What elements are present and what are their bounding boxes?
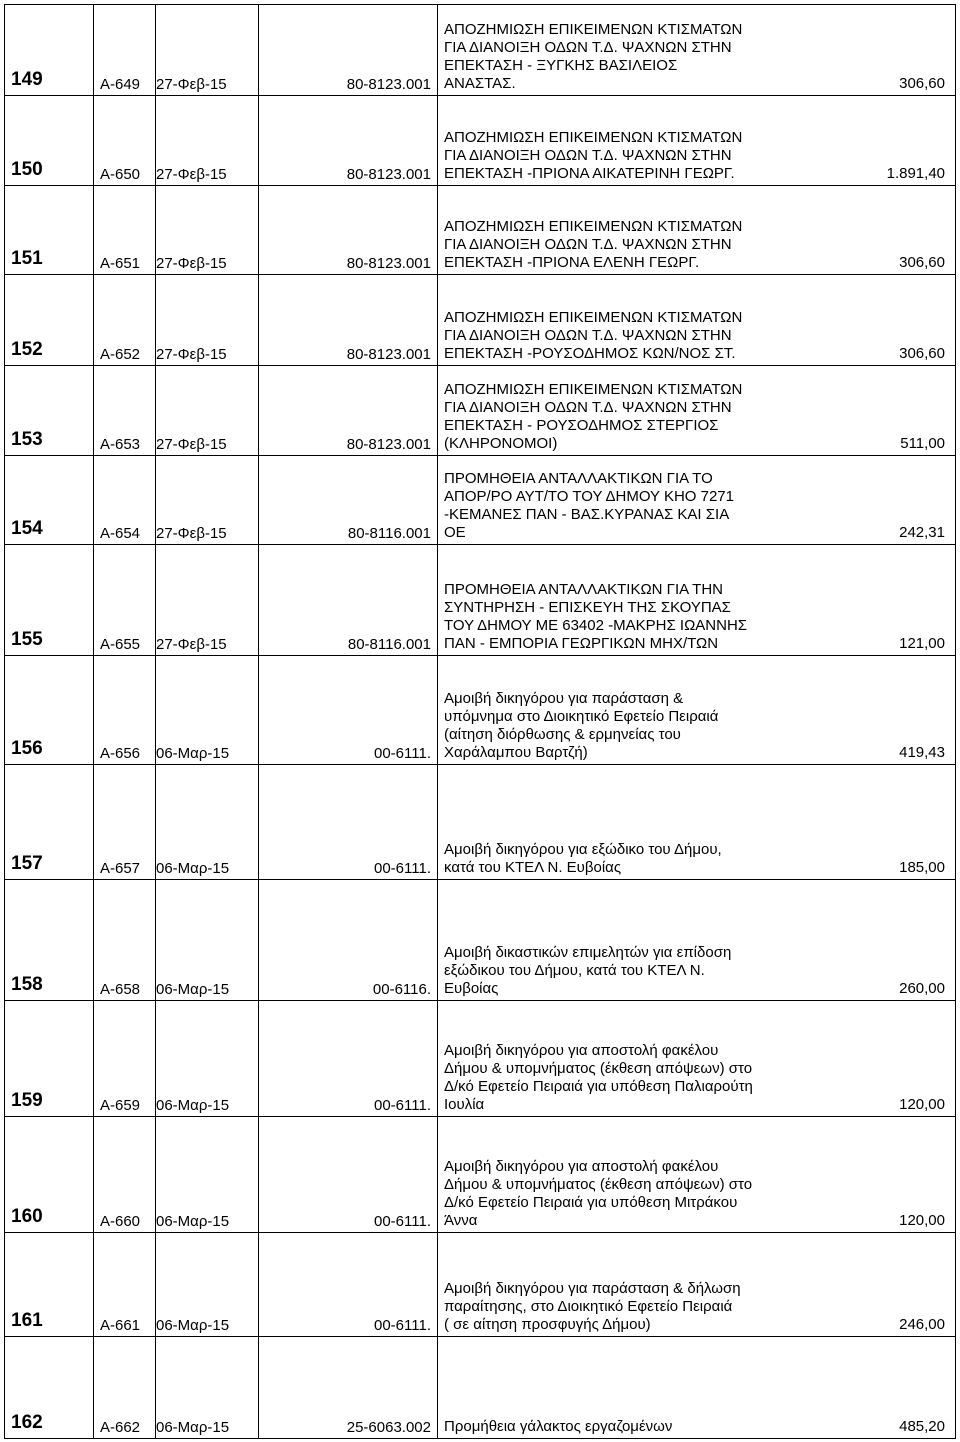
description-cell [438, 880, 956, 1001]
budget-code: 80-8116.001 [259, 545, 438, 656]
budget-code: 80-8123.001 [259, 96, 438, 186]
description-cell [438, 456, 956, 545]
table-row [5, 656, 956, 765]
table-row [5, 1001, 956, 1117]
description: ΑΠΟΖΗΜΙΩΣΗ ΕΠΙΚΕΙΜΕΝΩΝ ΚΤΙΣΜΑΤΩΝ ΓΙΑ ΔΙΑΝΟΙΞΗ ΟΔΩΝ Τ.Δ. ΨΑΧΝΩΝ ΣΤΗΝ ΕΠΕΚΤΑΣΗ -ΠΡΙΟΝΑ ΕΛΕΝΗ ΓΕΩΡΓ. [444, 218, 743, 271]
description-cell [438, 1233, 956, 1337]
table-row [5, 96, 956, 186]
document-number: Α-649 [94, 5, 156, 96]
budget-code: 00-6111. [259, 1001, 438, 1117]
row-number: 149 [5, 5, 94, 96]
document-number: Α-654 [94, 456, 156, 545]
document-date: 06-Μαρ-15 [156, 765, 259, 880]
description: ΑΠΟΖΗΜΙΩΣΗ ΕΠΙΚΕΙΜΕΝΩΝ ΚΤΙΣΜΑΤΩΝ ΓΙΑ ΔΙΑΝΟΙΞΗ ΟΔΩΝ Τ.Δ. ΨΑΧΝΩΝ ΣΤΗΝ ΕΠΕΚΤΑΣΗ - ΡΟΥΣΟΔΗΜΟΣ ΣΤΕΡΓΙΟΣ (ΚΛΗΡΟΝΟΜΟΙ) [444, 381, 743, 452]
table-row [5, 456, 956, 545]
description-cell [438, 1337, 956, 1439]
document-date: 27-Φεβ-15 [156, 186, 259, 275]
description: ΑΠΟΖΗΜΙΩΣΗ ΕΠΙΚΕΙΜΕΝΩΝ ΚΤΙΣΜΑΤΩΝ ΓΙΑ ΔΙΑΝΟΙΞΗ ΟΔΩΝ Τ.Δ. ΨΑΧΝΩΝ ΣΤΗΝ ΕΠΕΚΤΑΣΗ - ΞΥΓΚΗΣ ΒΑΣΙΛΕΙΟΣ ΑΝΑΣΤΑΣ. [444, 21, 743, 92]
document-number: Α-655 [94, 545, 156, 656]
document-date: 27-Φεβ-15 [156, 545, 259, 656]
row-number: 150 [5, 96, 94, 186]
document-number: Α-652 [94, 275, 156, 366]
description-cell [438, 1117, 956, 1233]
budget-code: 25-6063.002 [259, 1337, 438, 1439]
description-cell [438, 275, 956, 366]
budget-code: 00-6111. [259, 656, 438, 765]
document-number: Α-656 [94, 656, 156, 765]
document-date: 27-Φεβ-15 [156, 5, 259, 96]
amount: 246,00 [899, 1316, 945, 1333]
document-number: Α-653 [94, 366, 156, 456]
table-row [5, 1117, 956, 1233]
row-number: 155 [5, 545, 94, 656]
amount: 121,00 [899, 635, 945, 652]
budget-code: 80-8123.001 [259, 275, 438, 366]
description: Αμοιβή δικηγόρου για αποστολή φακέλου Δήμου & υπομνήματος (έκθεση απόψεων) στο Δ/κό Εφετείο Πειραιά για υπόθεση Παλιαρούτη Ιουλία [444, 1042, 753, 1113]
document-number: Α-657 [94, 765, 156, 880]
document-date: 06-Μαρ-15 [156, 880, 259, 1001]
table-row [5, 1233, 956, 1337]
budget-code: 00-6111. [259, 1233, 438, 1337]
row-number: 157 [5, 765, 94, 880]
document-date: 06-Μαρ-15 [156, 1337, 259, 1439]
description: ΠΡΟΜΗΘΕΙΑ ΑΝΤΑΛΛΑΚΤΙΚΩΝ ΓΙΑ ΤΗΝ ΣΥΝΤΗΡΗΣΗ - ΕΠΙΣΚΕΥΗ ΤΗΣ ΣΚΟΥΠΑΣ ΤΟΥ ΔΗΜΟΥ ΜΕ 63402 -ΜΑΚΡΗΣ ΙΩΑΝΝΗΣ ΠΑΝ - ΕΜΠΟΡΙΑ ΓΕΩΡΓΙΚΩΝ ΜΗΧ/ΤΩΝ [444, 581, 748, 652]
row-number: 162 [5, 1337, 94, 1439]
table-row [5, 765, 956, 880]
table-row [5, 366, 956, 456]
table-row [5, 275, 956, 366]
document-date: 27-Φεβ-15 [156, 275, 259, 366]
budget-code: 00-6116. [259, 880, 438, 1001]
amount: 419,43 [899, 744, 945, 761]
budget-code: 80-8123.001 [259, 186, 438, 275]
description: ΑΠΟΖΗΜΙΩΣΗ ΕΠΙΚΕΙΜΕΝΩΝ ΚΤΙΣΜΑΤΩΝ ΓΙΑ ΔΙΑΝΟΙΞΗ ΟΔΩΝ Τ.Δ. ΨΑΧΝΩΝ ΣΤΗΝ ΕΠΕΚΤΑΣΗ -ΠΡΙΟΝΑ ΑΙΚΑΤΕΡΙΝΗ ΓΕΩΡΓ. [444, 129, 743, 182]
budget-code: 80-8123.001 [259, 366, 438, 456]
document-date: 27-Φεβ-15 [156, 96, 259, 186]
amount: 306,60 [899, 254, 945, 271]
budget-code: 00-6111. [259, 1117, 438, 1233]
amount: 260,00 [899, 980, 945, 997]
description: Αμοιβή δικηγόρου για αποστολή φακέλου Δήμου & υπομνήματος (έκθεση απόψεων) στο Δ/κό Εφετείο Πειραιά για υπόθεση Μιτράκου Άννα [444, 1158, 753, 1229]
table-row [5, 545, 956, 656]
amount: 485,20 [899, 1418, 945, 1435]
description-cell [438, 366, 956, 456]
row-number: 158 [5, 880, 94, 1001]
document-number: Α-662 [94, 1337, 156, 1439]
description-cell [438, 656, 956, 765]
document-number: Α-658 [94, 880, 156, 1001]
payments-table-body [5, 5, 956, 1439]
description: Αμοιβή δικηγόρου για εξώδικο του Δήμου, κατά του ΚΤΕΛ Ν. Ευβοίας [444, 841, 722, 876]
document-number: Α-650 [94, 96, 156, 186]
row-number: 156 [5, 656, 94, 765]
description: Προμήθεια γάλακτος εργαζομένων [444, 1418, 673, 1435]
document-date: 06-Μαρ-15 [156, 1117, 259, 1233]
row-number: 161 [5, 1233, 94, 1337]
description-cell [438, 765, 956, 880]
document-number: Α-661 [94, 1233, 156, 1337]
amount: 511,00 [900, 435, 945, 452]
amount: 306,60 [899, 75, 945, 92]
amount: 120,00 [899, 1212, 945, 1229]
description: ΠΡΟΜΗΘΕΙΑ ΑΝΤΑΛΛΑΚΤΙΚΩΝ ΓΙΑ ΤΟ ΑΠΟΡ/ΡΟ ΑΥΤ/ΤΟ ΤΟΥ ΔΗΜΟΥ ΚΗΟ 7271 -ΚΕΜΑΝΕΣ ΠΑΝ - ΒΑΣ.ΚΥΡΑΝΑΣ ΚΑΙ ΣΙΑ ΟΕ [444, 470, 734, 541]
description-cell [438, 545, 956, 656]
amount: 306,60 [899, 345, 945, 362]
document-date: 27-Φεβ-15 [156, 366, 259, 456]
description-cell [438, 186, 956, 275]
document-date: 27-Φεβ-15 [156, 456, 259, 545]
table-row [5, 880, 956, 1001]
document-date: 06-Μαρ-15 [156, 656, 259, 765]
amount: 120,00 [899, 1096, 945, 1113]
document-date: 06-Μαρ-15 [156, 1001, 259, 1117]
amount: 242,31 [899, 524, 945, 541]
description: Αμοιβή δικηγόρου για παράσταση & υπόμνημα στο Διοικητικό Εφετείο Πειραιά (αίτηση διόρθωσης & ερμηνείας του Χαράλαμπου Βαρτζή) [444, 690, 719, 761]
table-row [5, 5, 956, 96]
description: Αμοιβή δικηγόρου για παράσταση & δήλωση παραίτησης, στο Διοικητικό Εφετείο Πειραιά ( σε αίτηση προσφυγής Δήμου) [444, 1280, 741, 1333]
document-number: Α-659 [94, 1001, 156, 1117]
table-row [5, 186, 956, 275]
budget-code: 00-6111. [259, 765, 438, 880]
row-number: 159 [5, 1001, 94, 1117]
description-cell [438, 5, 956, 96]
document-date: 06-Μαρ-15 [156, 1233, 259, 1337]
description: ΑΠΟΖΗΜΙΩΣΗ ΕΠΙΚΕΙΜΕΝΩΝ ΚΤΙΣΜΑΤΩΝ ΓΙΑ ΔΙΑΝΟΙΞΗ ΟΔΩΝ Τ.Δ. ΨΑΧΝΩΝ ΣΤΗΝ ΕΠΕΚΤΑΣΗ -ΡΟΥΣΟΔΗΜΟΣ ΚΩΝ/ΝΟΣ ΣΤ. [444, 309, 743, 362]
row-number: 152 [5, 275, 94, 366]
budget-code: 80-8116.001 [259, 456, 438, 545]
row-number: 154 [5, 456, 94, 545]
row-number: 160 [5, 1117, 94, 1233]
amount: 185,00 [899, 859, 945, 876]
amount: 1.891,40 [886, 165, 945, 182]
description-cell [438, 96, 956, 186]
document-number: Α-651 [94, 186, 156, 275]
document-number: Α-660 [94, 1117, 156, 1233]
budget-code: 80-8123.001 [259, 5, 438, 96]
payments-table [4, 4, 956, 1439]
description-cell [438, 1001, 956, 1117]
table-row [5, 1337, 956, 1439]
row-number: 151 [5, 186, 94, 275]
row-number: 153 [5, 366, 94, 456]
description: Αμοιβή δικαστικών επιμελητών για επίδοση εξώδικου του Δήμου, κατά του ΚΤΕΛ Ν. Ευβοίας [444, 944, 732, 997]
